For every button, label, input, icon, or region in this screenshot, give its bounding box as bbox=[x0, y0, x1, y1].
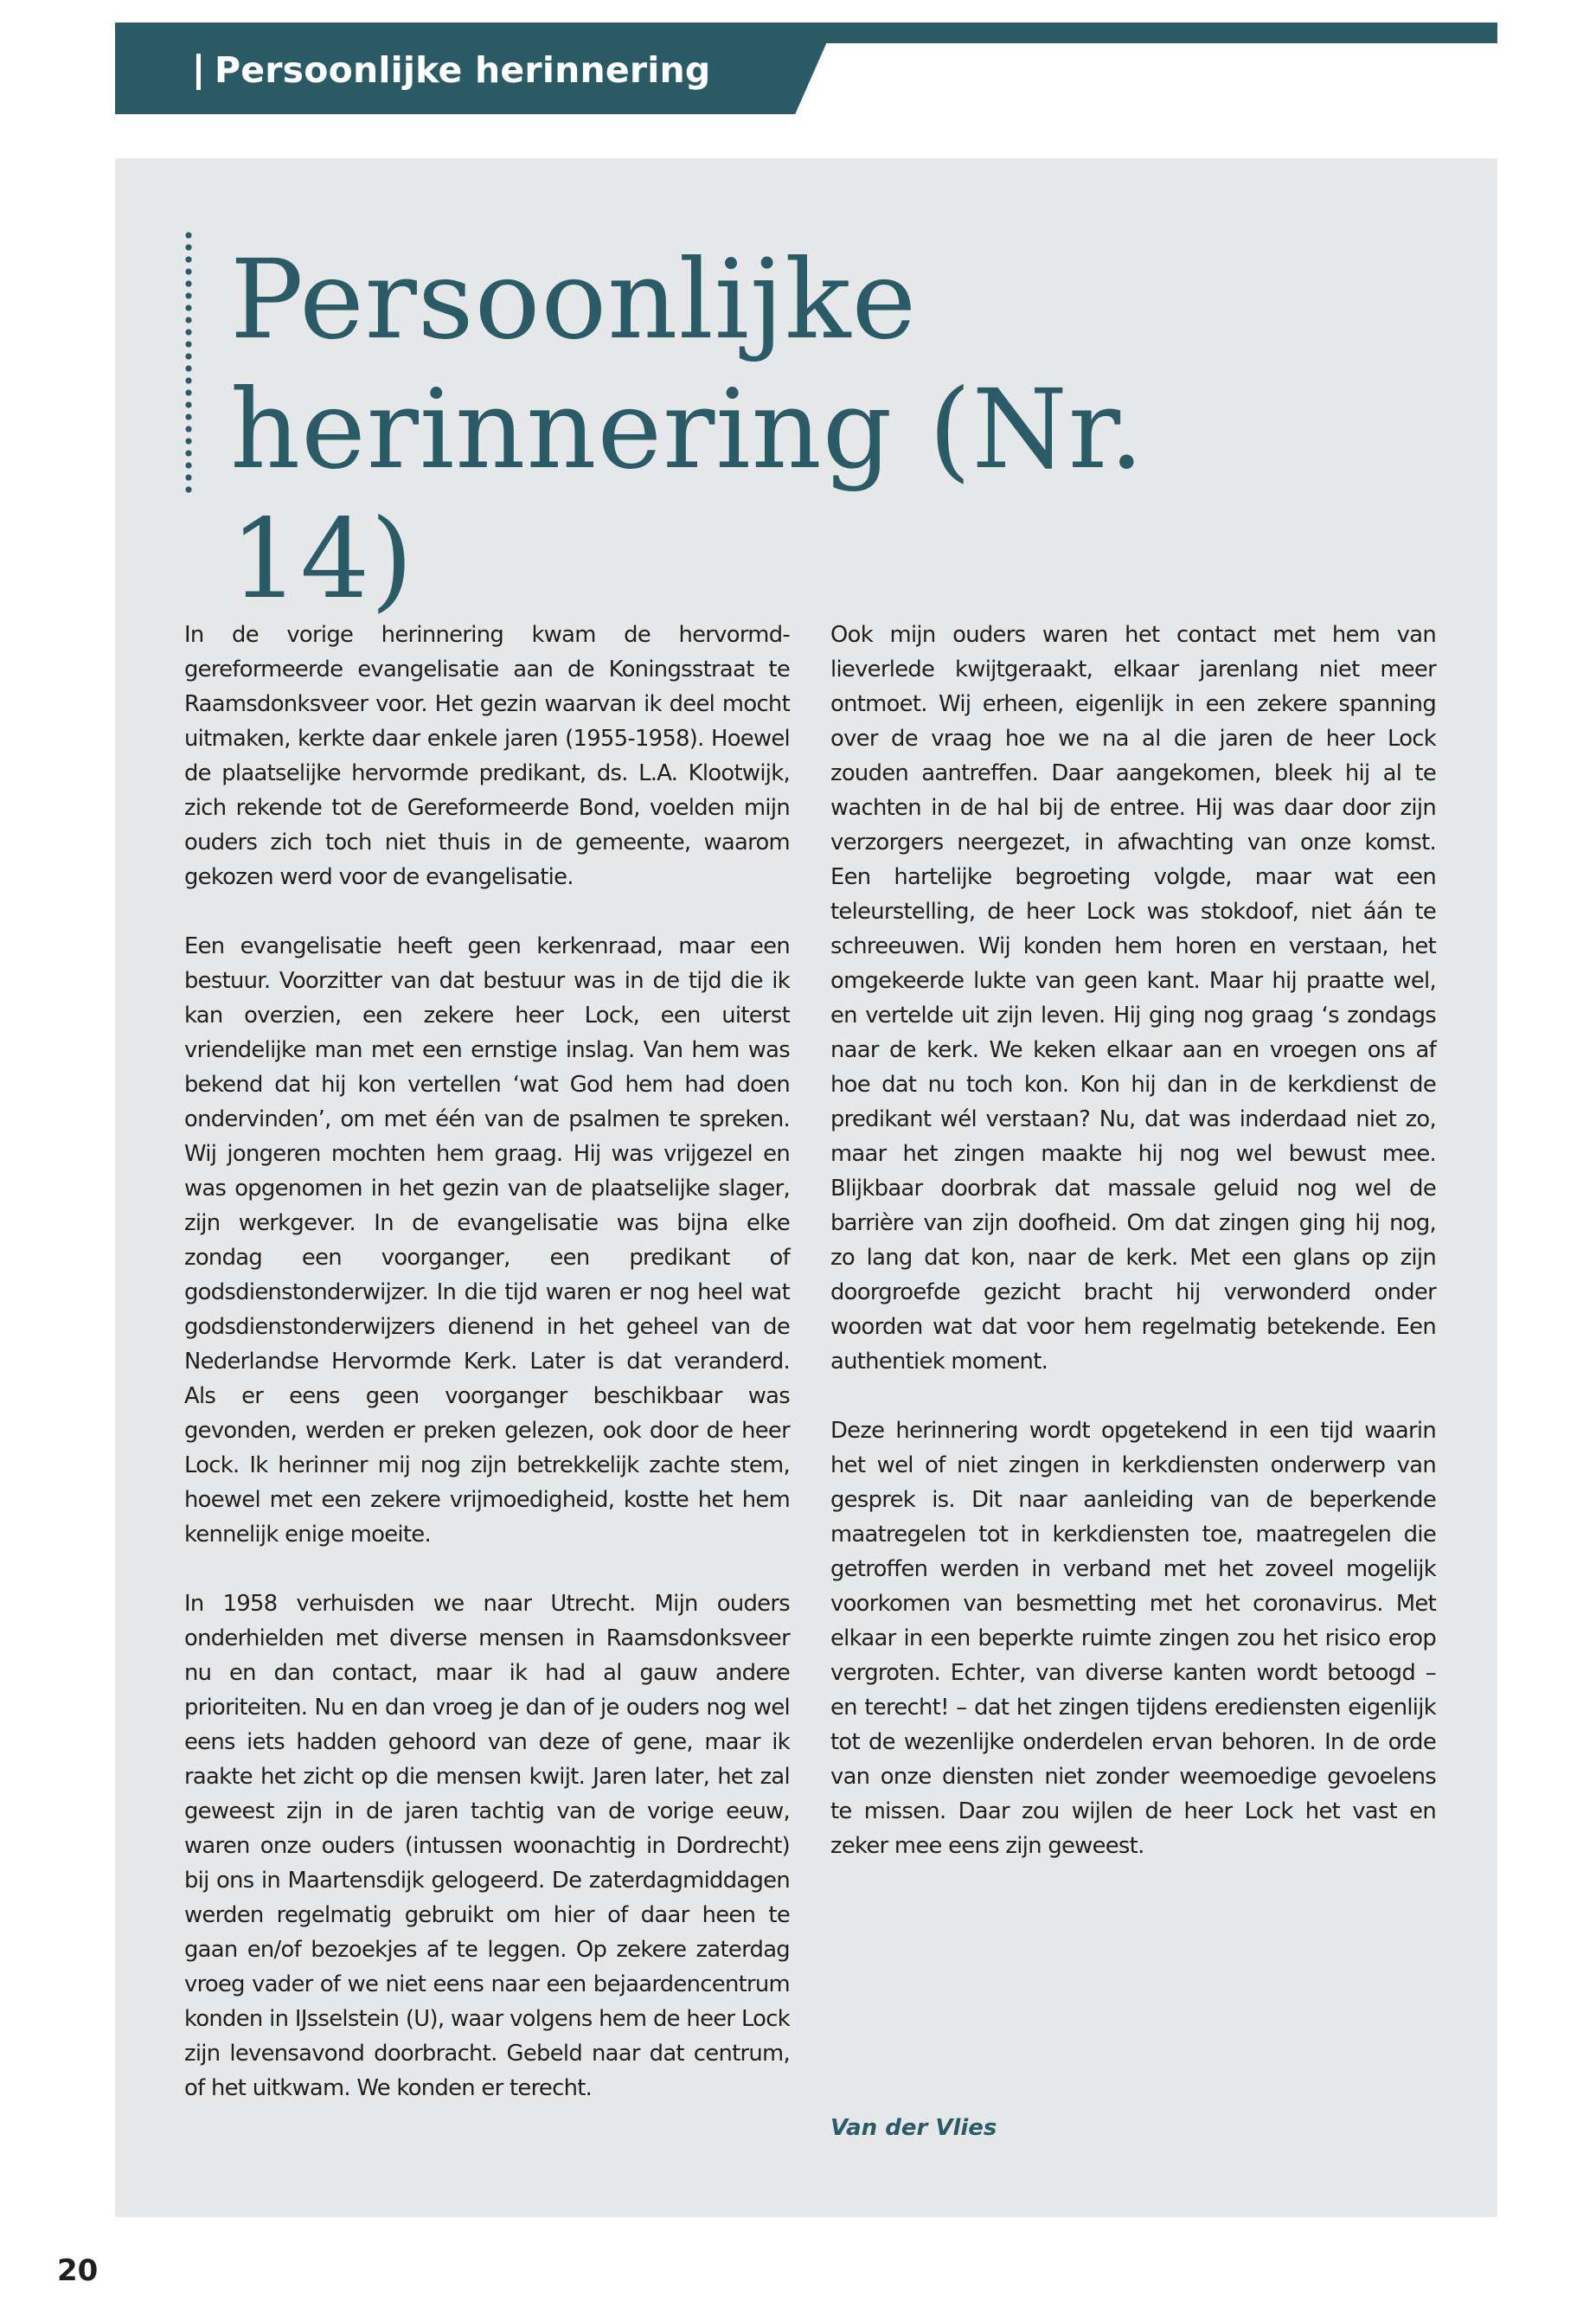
article-paragraph: In 1958 verhuisden we naar Utrecht. Mijn ouders onderhielden met diverse mensen in Raamsdonksveer nu en dan contact, maar ik had al gauw andere prioriteiten. Nu en dan vroeg je dan of je ouders nog wel eens iets hadden gehoord van deze of gene, maar ik raakte het zicht op die mensen kwijt. Jaren later, het zal geweest zijn in de jaren tachtig van de vorige eeuw, waren onze ouders (intussen woonachtig in Dordrecht) bij ons in Maartensdijk gelogeerd. De zaterdagmiddagen werden regelmatig gebruikt om hier of daar heen te gaan en/of bezoekjes af te leggen. Op zekere zaterdag vroeg vader of we niet eens naar een bejaardencentrum konden in IJsselstein (U), waar volgens hem de heer Lock zijn levensavond doorbracht. Gebeld naar dat centrum, of het uitkwam. We konden er terecht. bbox=[184, 1591, 790, 2101]
section-header-label: Persoonlijke herinnering bbox=[215, 46, 710, 94]
dotted-rule-decoration bbox=[185, 232, 192, 493]
article-title bbox=[230, 235, 1355, 625]
article-paragraph: Ook mijn ouders waren het contact met hem van lieverlede kwijtgeraakt, elkaar jarenlang niet meer ontmoet. Wij erheen, eigenlijk in een zekere spanning over de vraag hoe we na al die jaren de heer Lock zouden aantreffen. Daar aangekomen, bleek hij al te wachten in de hal bij de entree. Hij was daar door zijn verzorgers neergezet, in afwachting van onze komst. Een hartelijke begroeting volgde, maar wat een teleurstelling, de heer Lock was stokdoof, niet áán te schreeuwen. Wij konden hem horen en verstaan, het omgekeerde lukte van geen kant. Maar hij praatte wel, en vertelde uit zijn leven. Hij ging nog graag ‘s zondags naar de kerk. We keken elkaar aan en vroegen ons af hoe dat nu toch kon. Kon hij dan in de kerkdienst de predikant wél verstaan? Nu, dat was inderdaad niet zo, maar het zingen maakte hij nog wel bewust mee. Blijkbaar doorbrak dat massale geluid nog wel de barrière van zijn doofheid. Om dat zingen ging hij nog, zo lang dat kon, naar de kerk. Met een glans op zijn doorgroefde gezicht bracht hij verwonderd onder woorden wat dat voor hem regelmatig betekende. Een authentiek moment. bbox=[830, 622, 1436, 1375]
article-column-left bbox=[184, 618, 790, 2140]
article-paragraph: Een evangelisatie heeft geen kerkenraad, maar een bestuur. Voorzitter van dat bestuur was in de tijd die ik kan overzien, een zekere heer Lock, een uiterst vriendelijke man met een ernstige inslag. Van hem was bekend dat hij kon vertellen ‘wat God hem had doen ondervinden’, om met één van de psalmen te spreken. Wij jongeren mochten hem graag. Hij was vrijgezel en was opgenomen in het gezin van de plaatselijke slager, zijn werkgever. In de evangelisatie was bijna elke zondag een voorganger, een predikant of godsdienstonderwijzer. In die tijd waren er nog heel wat godsdienstonderwijzers dienend in het geheel van de Nederlandse Hervormde Kerk. Later is dat veranderd. Als er eens geen voorganger beschikbaar was gevonden, werden er preken gelezen, ook door de heer Lock. Ik herinner mij nog zijn betrekkelijk zachte stem, hoewel met een zekere vrijmoedigheid, kostte het hem kennelijk enige moeite. bbox=[184, 933, 790, 1548]
article-title-line-1: Persoonlijke bbox=[230, 236, 918, 363]
article-column-right bbox=[830, 618, 1436, 1898]
author-signature: Van der Vlies bbox=[830, 2115, 997, 2141]
page-number: 20 bbox=[57, 2253, 99, 2288]
article-paragraph: In de vorige herinnering kwam de hervormd-gereformeerde evangelisatie aan de Koningsstraat te Raamsdonksveer voor. Het gezin waarvan ik deel mocht uitmaken, kerkte daar enkele jaren (1955-1958). Hoewel de plaatselijke hervormde predikant, ds. L.A. Klootwijk, zich rekende tot de Gereformeerde Bond, voelden mijn ouders zich toch niet thuis in de gemeente, waarom gekozen werd voor de evangelisatie. bbox=[184, 622, 790, 890]
article-paragraph: Deze herinnering wordt opgetekend in een tijd waarin het wel of niet zingen in kerkdiensten onderwerp van gesprek is. Dit naar aanleiding van de beperkende maatregelen tot in kerkdiensten toe, maatregelen die getroffen werden in verband met het zoveel mogelijk voorkomen van besmetting met het coronavirus. Met elkaar in een beperkte ruimte zingen zou het risico erop vergroten. Echter, van diverse kanten wordt betoogd – en terecht! – dat het zingen tijdens erediensten eigenlijk tot de wezenlijke onderdelen ervan behoren. In de orde van onze diensten niet zonder weemoedige gevoelens te missen. Daar zou wijlen de heer Lock het vast en zeker mee eens zijn geweest. bbox=[830, 1418, 1436, 1859]
article-title-line-2: herinnering (Nr. 14) bbox=[230, 366, 1145, 623]
